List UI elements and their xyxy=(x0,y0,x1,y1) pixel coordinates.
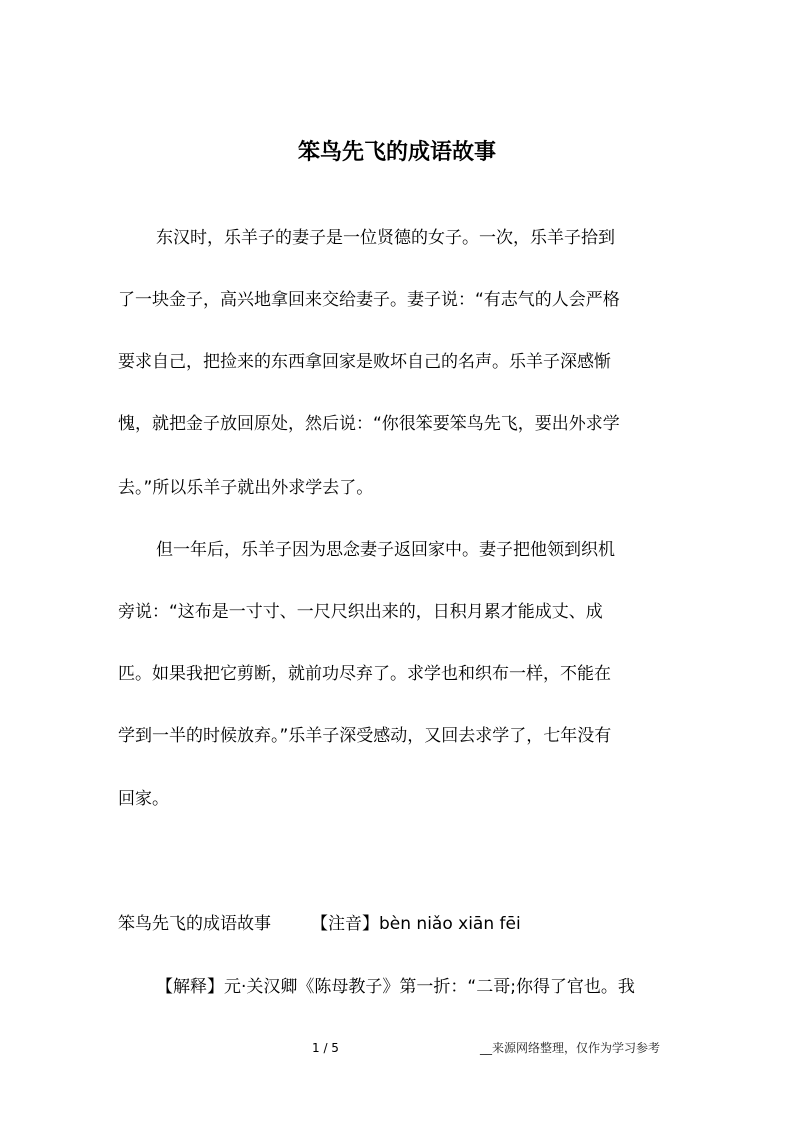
story-line: 愧，就把金子放回原处，然后说：“你很笨要笨鸟先飞，要出外求学 xyxy=(118,414,620,434)
story-line: 去。”所以乐羊子就出外求学去了。 xyxy=(118,478,374,498)
section-heading-row xyxy=(118,912,521,936)
section-heading: 笨鸟先飞的成语故事 xyxy=(118,914,271,934)
source-note: __来源网络整理，仅作为学习参考 xyxy=(480,1041,661,1055)
explanation-line: 【解释】元·关汉卿《陈母教子》第一折：“二哥;你得了官也。我 xyxy=(156,977,635,997)
story-line: 了一块金子，高兴地拿回来交给妻子。妻子说：“有志气的人会严格 xyxy=(118,290,620,310)
story-line: 但一年后，乐羊子因为思念妻子返回家中。妻子把他领到织机 xyxy=(156,540,615,560)
story-line: 学到一半的时候放弃。”乐羊子深受感动，又回去求学了，七年没有 xyxy=(118,726,612,746)
story-line: 匹。如果我把它剪断，就前功尽弃了。求学也和织布一样，不能在 xyxy=(118,664,611,684)
page-number: 1 / 5 xyxy=(312,1041,339,1055)
story-line: 要求自己，把捡来的东西拿回家是败坏自己的名声。乐羊子深感惭 xyxy=(118,352,611,372)
story-line: 东汉时，乐羊子的妻子是一位贤德的女子。一次，乐羊子拾到 xyxy=(156,228,615,248)
page-title: 笨鸟先飞的成语故事 xyxy=(297,139,496,165)
story-line: 旁说：“这布是一寸寸、一尺尺织出来的，日积月累才能成丈、成 xyxy=(118,602,603,622)
story-line: 回家。 xyxy=(118,789,169,809)
pinyin-label: 【注音】bèn niǎo xiān fēi xyxy=(311,914,521,934)
